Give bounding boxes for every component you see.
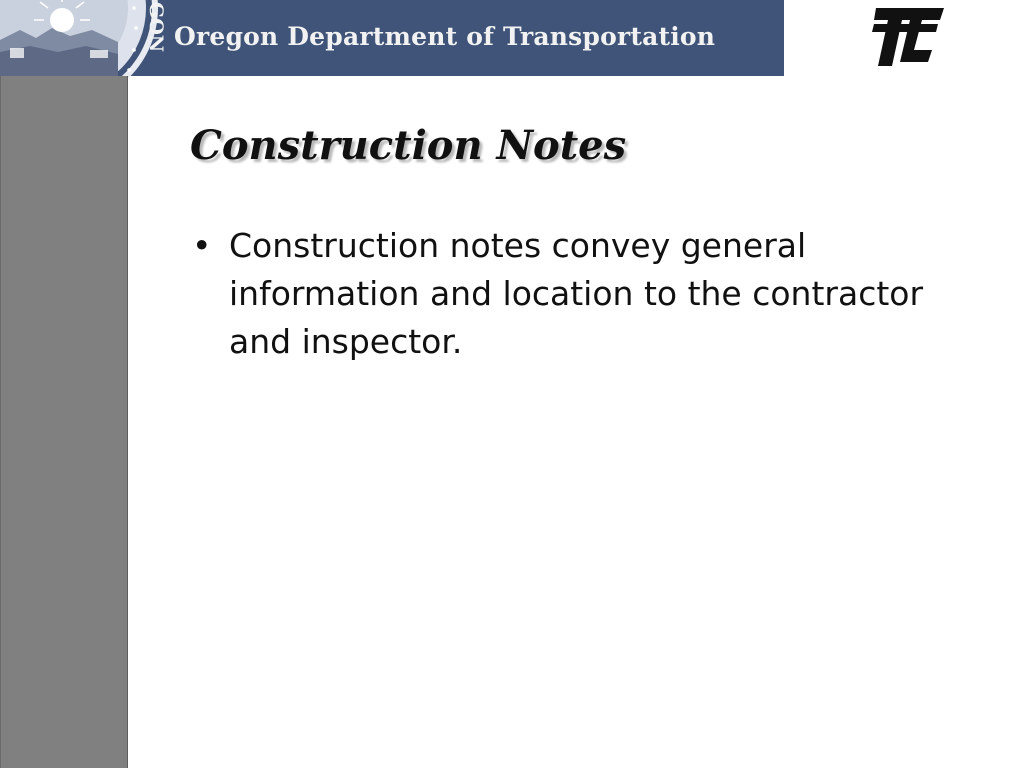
bullet-marker: • — [192, 226, 212, 265]
header-banner — [0, 0, 784, 76]
oregon-state-seal-icon — [0, 0, 167, 76]
bullet-list — [192, 222, 952, 366]
bullet-item — [192, 222, 952, 366]
bullet-text: Construction notes convey general information and location to the contractor and inspector. — [229, 226, 924, 361]
agency-name: Oregon Department of Transportation — [174, 22, 716, 51]
slide-title: Construction Notes — [190, 122, 627, 169]
odot-logo-icon — [870, 4, 946, 70]
seal-text: GON — [145, 2, 167, 53]
sidebar-bar — [0, 76, 128, 768]
